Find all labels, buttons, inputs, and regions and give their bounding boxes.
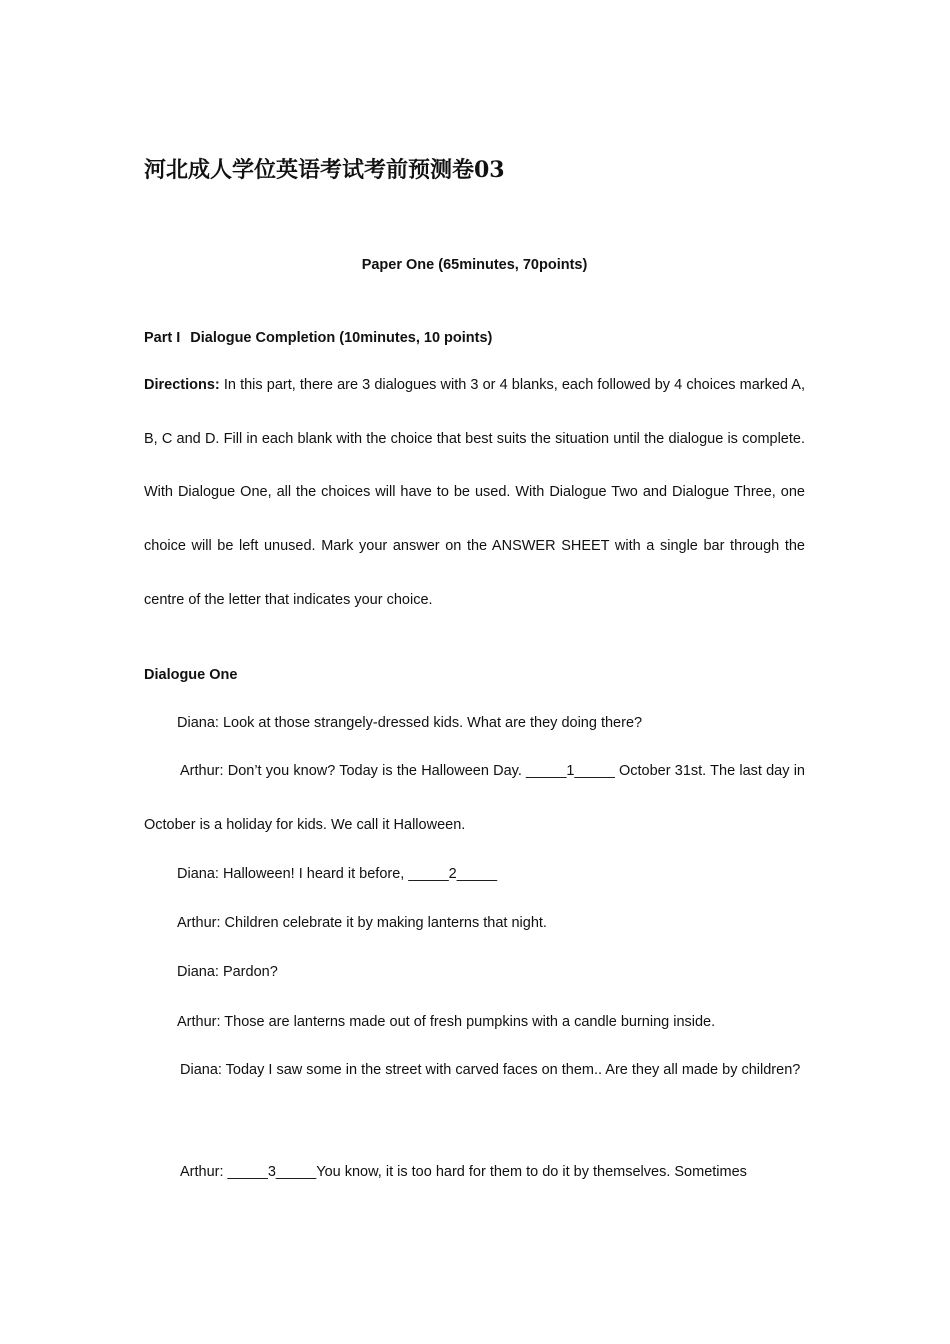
part-number: Part I xyxy=(144,330,181,346)
directions-text: In this part, there are 3 dialogues with 3 or 4 blanks, each followed by 4 choices marked A, B, C and D. Fill in each blank with the choice that best suits the situation until the dialogue is complete. With Dialogue One, all the choices will have to be used. With Dialogue Two and Dialogue Three, one choice will be left unused. Mark your answer on the ANSWER SHEET with a single bar through the centre of the letter that indicates your choice. xyxy=(144,377,805,608)
dialogue-line: Diana: Halloween! I heard it before, _____2_____ xyxy=(177,866,498,882)
part-title: Dialogue Completion (10minutes, 10 points) xyxy=(190,330,493,346)
dialogue-line: Arthur: Those are lanterns made out of fresh pumpkins with a candle burning inside. xyxy=(177,1014,716,1030)
dialogue-line: Arthur: Don’t you know? Today is the Halloween Day. _____1_____ October 31st. The last day in October is a holiday for kids. We call it Halloween. xyxy=(144,763,805,833)
part-heading xyxy=(144,327,492,349)
directions-paragraph xyxy=(144,359,805,628)
document-title: 河北成人学位英语考试考前预测卷03 xyxy=(144,157,505,183)
dialogue-line: Arthur: Children celebrate it by making lanterns that night. xyxy=(177,915,547,931)
dialogue-line: Diana: Pardon? xyxy=(177,964,278,980)
paper-heading: Paper One (65minutes, 70points) xyxy=(361,257,588,273)
dialogue-one-heading: Dialogue One xyxy=(144,667,238,683)
dialogue-line: Diana: Today I saw some in the street with carved faces on them.. Are they all made by children? xyxy=(180,1062,801,1078)
dialogue-line: Arthur: _____3_____You know, it is too hard for them to do it by themselves. Sometimes xyxy=(180,1164,747,1180)
directions-label: Directions: xyxy=(144,377,220,393)
dialogue-line: Diana: Look at those strangely-dressed kids. What are they doing there? xyxy=(177,715,643,731)
